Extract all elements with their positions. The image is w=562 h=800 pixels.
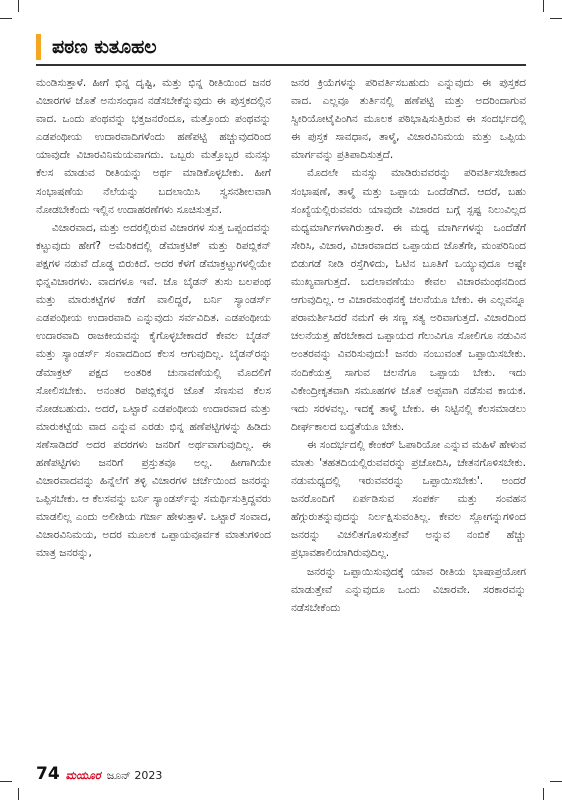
crop-mark bbox=[18, 0, 19, 12]
magazine-name: ಮಯೂರ bbox=[65, 769, 101, 782]
page-footer bbox=[36, 764, 162, 786]
section-title: ಪಠಣ ಕುತೂಹಲ bbox=[52, 36, 157, 58]
paragraph: ಮಂಡಿಸುತ್ತಾಳೆ. ಹೀಗೆ ಭಿನ್ನ ದೃಷ್ಟಿ, ಮತ್ತು ಭಿನ್ನ ರೀತಿಯಿಂದ ಜನರ ವಿಚಾರಗಳ ಜೊತೆ ಅನುಸಂಧಾನ ನಡೆಸಬೇಕೆನ್ನುವುದು ಈ ಪುಸ್ತಕದಲ್ಲಿನ ವಾದ. ಒಂದು ಪಂಥವನ್ನು ಭಕ್ತಜನರೆಂದೂ, ಮತ್ತೊಂದು ಪಂಥವನ್ನು ಎಡಪಂಥೀಯ ಉದಾರವಾದಿಗಳೆಂದು ಹಣೆಪಟ್ಟಿ ಹಚ್ಚುವುದರಿಂದ ಯಾವುದೇ ವಿಚಾರವಿನಿಮಯವಾಗದು. ಒಬ್ಬರು ಮತ್ತೊಬ್ಬರ ಮನಸ್ಸು ಕೆಲಸ ಮಾಡುವ ರೀತಿಯನ್ನು ಅರ್ಥ ಮಾಡಿಕೊಳ್ಳಬೇಕು. ಹೀಗೆ ಸಂಭಾಷಣೆಯ ನೆಲೆಯನ್ನು ಬದಲಾಯಿಸಿ ಸ್ವಸನಶೀಲವಾಗಿ ನೋಡಬೇಕೆಂದು ಇಲ್ಲಿನ ಉದಾಹರಣೆಗಳು ಸೂಚಿಸುತ್ತವೆ. bbox=[36, 77, 271, 216]
crop-mark bbox=[18, 788, 19, 800]
crop-mark bbox=[0, 18, 12, 19]
page-number: 74 bbox=[36, 764, 60, 784]
paragraph: ಈ ಸಂದರ್ಭದಲ್ಲಿ ಕೇಂಕರ್ ಓಪಾರಿಯೋ ಎನ್ನುವ ಮಹಿಳೆ ಹೇಳುವ ಮಾತು 'ತಹತದಿಯಲ್ಲಿರುವವರನ್ನು ಪ್ರಚೋದಿಸಿ, ಚೇತನಗೊಳಿಸಬೇಕು. ನಡುಮಧ್ಯದಲ್ಲಿ ಇರುವವರನ್ನು ಒಪ್ಪಾಯಿಸಬೇಕು'. ಅಂದರೆ ಜನರೊಂದಿಗೆ ಏರ್ಪಡಿಸುವ ಸಂಪರ್ಕ ಮತ್ತು ಸಂವಹನ ಹೆಗ್ಗುರುತನ್ನುವುದನ್ನು ನಿರ್ಲಕ್ಷಿಸುವಂತಿಲ್ಲ. ಕೇವಲ ಸ್ಲೋಗನ್ನುಗಳಿಂದ ಜನರನ್ನು ವಿಚಲಿತಗೊಳಿಸುತ್ತೇವೆ ಅನ್ನುವ ನಂಬಿಕೆ ಹೆಚ್ಚು ಪ್ರಭಾವಶಾಲಿಯಾಗಿರುವುದಿಲ್ಲ. bbox=[291, 438, 526, 560]
paragraph: ಜನರನ್ನು ಒಪ್ಪಾಯಿಸುವುದಕ್ಕೆ ಯಾವ ರೀತಿಯ ಭಾಷಾಪ್ರಯೋಗ ಮಾಡುತ್ತೇವೆ ಎನ್ನುವುದೂ ಒಂದು ವಿಚಾರವೇ. ಸರಕಾರವನ್ನು ನಡೆಸಬೇಕೆಂದು bbox=[291, 565, 526, 614]
crop-mark bbox=[543, 0, 544, 12]
issue-date: ಜೂನ್ 2023 bbox=[106, 769, 163, 782]
paragraph: ಜನರ ಕ್ರಿಯೆಗಳನ್ನು ಪರಿವರ್ತಿಸಬಹುದು ಎನ್ನುವುದು ಈ ಪುಸ್ತಕದ ವಾದ. ಎಲ್ಲವೂ ತುರ್ತಿನಲ್ಲಿ ಹಣೆಪಟ್ಟಿ ಮತ್ತು ಅದರಿಂದಾಗುವ ಸ್ವೀರಿಯೋಟೈಪಿಂಗಿನ ಮೂಲಕ ಪಠಿಭಾಷಿಸುತ್ತಿರುವ ಈ ಸಂದರ್ಭದಲ್ಲಿ ಈ ಪುಸ್ತಕ ಸಾವಧಾನ, ತಾಳ್ಮೆ, ವಿಚಾರವಿನಿಮಯ ಮತ್ತು ಒಪ್ಪಿಯ ಮಾರ್ಗವನ್ನು ಪ್ರತಿಪಾದಿಸುತ್ತದೆ. bbox=[291, 77, 526, 162]
section-header bbox=[36, 30, 526, 70]
section-accent-bar bbox=[36, 34, 41, 60]
crop-mark bbox=[0, 781, 12, 782]
crop-mark bbox=[550, 18, 562, 19]
paragraph: ವಿಚಾರವಾದ, ಮತ್ತು ಅದರಲ್ಲಿರುವ ವಿಚಾರಗಳ ಸುತ್ತ ಒಪ್ಪಂದವನ್ನು ಕಟ್ಟುವುದು ಹೇಗೆ? ಅಮೆರಿಕದಲ್ಲಿ ಡೆಮಾಕ್ರಟಿಕ್ ಮತ್ತು ರಿಪಬ್ಲಿಕನ್ ಪಕ್ಷಗಳ ನಡುವೆ ದೊಡ್ಡ ಬಿರುಕಿದೆ. ಅದರ ಕೆಳಗೆ ಡೆಮಾಕ್ರಟ್ಟುಗಳಲ್ಲಿಯೇ ಭಿನ್ನವಿಚಾರಗಳು. ವಾದಗಳೂ ಇವೆ. ಜೊ ಬೈಡನ್ ತುಸು ಬಲಪಂಥ ಮತ್ತು ಮಾರುಕಟ್ಟೆಗಳ ಕಡೆಗೆ ವಾಲಿದ್ದರೆ, ಬರ್ನಿ ಸ್ಯಾಂಡರ್ಸ್ ಎಡಪಂಥೀಯ ಉದಾರವಾದಿ ಎನ್ನುವುದು ಸರ್ವವಿದಿತ. ಎಡಪಂಥೀಯ ಉದಾರವಾದಿ ರಾಜಕೀಯವನ್ನು ಕೈಗೊಳ್ಳಬೇಕಾದರೆ ಕೇವಲ ಬೈಡನ್ ಮತ್ತು ಸ್ಯಾಂಡರ್ಸ್ ಸಂವಾದದಿಂದ ಕೆಲಸ ಆಗುವುದಿಲ್ಲ. ಬೈಡನ್‌ರನ್ನು ಡೆಮಾಕ್ರಟ್ ಪಕ್ಷದ ಅಂತರಿಕ ಚುನಾವಣೆಯಲ್ಲಿ ಮೊದಲಿಗೆ ಸೋಲಿಸಬೇಕು. ಅನಂತರ ರಿಪಬ್ಲಿಕನ್ನರ ಜೊತೆ ಸೆಣಸುವ ಕೆಲಸ ನೋಡಬಹುದು. ಅದರೆ, ಒಟ್ಟಾರೆ ಎಡಪಂಥೀಯ ಉದಾರವಾದ ಮತ್ತು ಮಾರುಕಟ್ಟೆಯ ವಾದ ಎನ್ನುವ ಎರಡು ಭಿನ್ನ ಹಣೆಪಟ್ಟಿಗಳನ್ನು ಹಿಡಿದು ಸಣೆಸಾಡಿದರೆ ಅದರ ಪದರಗಳು ಜನರಿಗೆ ಅರ್ಥವಾಗುವುದಿಲ್ಲ. ಈ ಹಣೆಪಟ್ಟಿಗಳು ಜನರಿಗೆ ಪ್ರಸ್ತುತವೂ ಅಲ್ಲ. ಹೀಗಾಗಿಯೇ ವಿಚಾರವಾದವನ್ನು ಹಿನ್ನೆಲೆಗೆ ತಳ್ಳಿ ವಿಚಾರಗಳ ಚರ್ಚೆಯಿಂದ ಜನರನ್ನು ಒಪ್ಪಿಸಬೇಕು. ಆ ಕೆಲಸವನ್ನು ಬರ್ನಿ ಸ್ಯಾಂಡರ್ಸ್‌ನ್ನು ಸಮರ್ಥಿಸುತ್ತಿದ್ದವರು ಮಾಡಲಿಲ್ಲ ಎಂದು ಅಲೀಶಿಯ ಗರ್ಜಾ ಹೇಳುತ್ತಾಳೆ. ಒಟ್ಟಾರೆ ಸಂವಾದ, ವಿಚಾರವಿನಿಮಯ, ಅದರ ಮೂಲಕ ಒಪ್ಪಾಯವೂರ್ವಕ ಮಾತುಗಳಿಂದ ಮಾತ್ರ ಜನರನ್ನು, bbox=[36, 221, 271, 560]
crop-mark bbox=[550, 781, 562, 782]
crop-mark bbox=[543, 788, 544, 800]
left-column bbox=[36, 74, 271, 563]
paragraph: ಮೊದಲೇ ಮನಸ್ಸು ಮಾಡಿರುವವರನ್ನು ಪರಿವರ್ತಿಸಬೇಕಾದ ಸಂಭಾಷಣೆ, ತಾಳ್ಮೆ ಮತ್ತು ಒಪ್ಪಾಯ ಒಂದೆಡೆಗಿದೆ. ಆದರೆ, ಬಹು ಸಂಖ್ಯೆಯಲ್ಲಿರುವವರು ಯಾವುದೇ ವಿಚಾರದ ಬಗ್ಗೆ ಸ್ಪಷ್ಟ ನಿಲುವಿಲ್ಲದ ಮಧ್ಯಮಾರ್ಗಿಗಳಾಗಿರುತ್ತಾರೆ. ಈ ಮಧ್ಯ ಮಾರ್ಗಿಗಳನ್ನು ಒಂದೆಡೆಗೆ ಸೇರಿಸಿ, ವಿಚಾರ, ವಿಚಾರವಾದದ ಒಪ್ಪಾಯದ ಜೊತೆಗೇ, ಮಂಪರಿನಿಂದ ಬಿಡುಗಡೆ ನೀಡಿ ರಸ್ತೆಗಿಳಿದು, ಓಟಿನ ಬೂತಿಗೆ ಒಯ್ಯುವುದೂ ಅಷ್ಟೇ ಮುಖ್ಯವಾಗುತ್ತದೆ. ಬದಲಾವಣೆಯು ಕೇವಲ ವಿಚಾರಮಂಥನದಿಂದ ಆಗುವುದಿಲ್ಲ. ಆ ವಿಚಾರಮಂಥನಕ್ಕೆ ಚಲನೆಯೂ ಬೇಕು. ಈ ಎಲ್ಲವನ್ನೂ ಪರಾಮರ್ಶಿಸಿದರೆ ನಮಗೆ ಈ ಸಣ್ಣ ಸತ್ಯ ಅರಿವಾಗುತ್ತದೆ. ವಿಚಾರದಿಂದ ಚಲನೆಯತ್ತ ಹೆರಬೇಕಾದ ಒಪ್ಪಾಯದ ಗೆಲುವಿಗೂ ಸೋಲಿಗೂ ನಡುವಿನ ಅಂತರವನ್ನು ವಿವರಿಸುವುದು! ಜನರು ನಂಬುವಂತೆ ಒಪ್ಪಾಯಿಸಬೇಕು. ನಂದಿಕೆಯತ್ತ ಸಾಗುವ ಚಲನೆಗೂ ಒಪ್ಪಾಯ ಬೇಕು. ಇದು ವಿಕೇಂದ್ರೀಕೃತವಾಗಿ ಸಮೂಹಗಳ ಜೊತೆ ಅಪ್ಪವಾಗಿ ನಡೆಸುವ ಕಾಯಕ. ಇದು ಸರಳವಲ್ಲ. ಇದಕ್ಕೆ ತಾಳ್ಮೆ ಬೇಕು. ಈ ನಿಟ್ಟಿನಲ್ಲಿ ಕೆಲಸಮಾಡಲು ದೀರ್ಘಕಾಲದ ಬದ್ಧತೆಯೂ ಬೇಕು. bbox=[291, 167, 526, 433]
right-column bbox=[291, 74, 526, 617]
header-rule bbox=[36, 64, 526, 66]
